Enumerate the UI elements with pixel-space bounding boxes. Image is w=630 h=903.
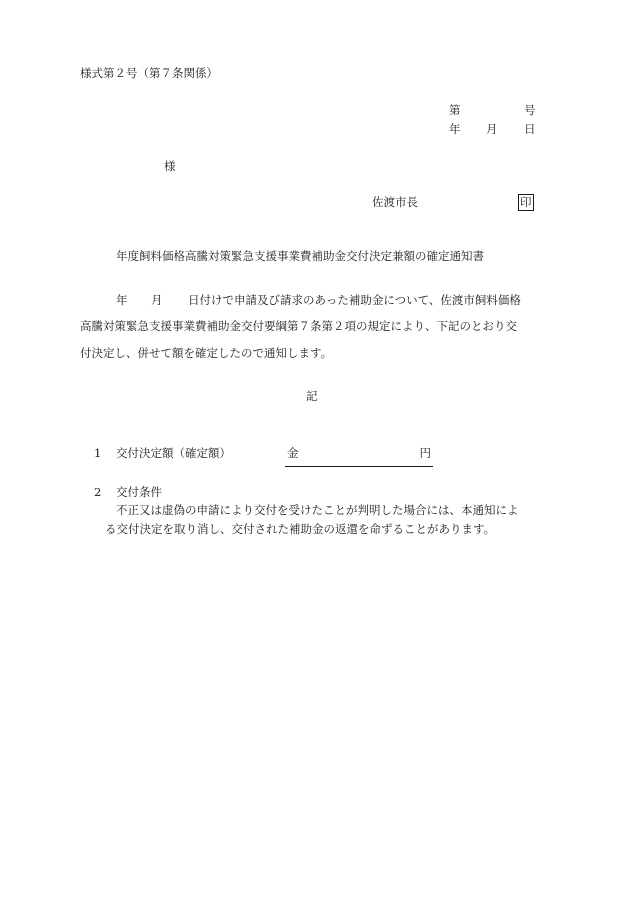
body-year-label: 年: [116, 293, 128, 307]
seal-stamp-box: 印: [520, 195, 532, 209]
amount-prefix: 金: [287, 446, 299, 460]
item-1-number: 1: [94, 446, 102, 460]
record-heading: 記: [306, 389, 318, 403]
amount-unit: 円: [419, 446, 431, 460]
body-line-3: 付決定し、併せて額を確定したので通知します。: [80, 346, 333, 360]
body-month-label: 月: [151, 293, 163, 307]
body-line-2: 高騰対策緊急支援事業費補助金交付要綱第７条第２項の規定により、下記のとおり交: [80, 319, 517, 333]
form-number: 様式第２号（第７条関係）: [80, 66, 218, 80]
item-2-label: 交付条件: [116, 485, 162, 499]
document-title: 年度飼料価格高騰対策緊急支援事業費補助金交付決定兼額の確定通知書: [116, 249, 484, 263]
addressee-honorific: 様: [164, 159, 176, 173]
body-line-1-text: 日付けで申請及び請求のあった補助金について、佐渡市飼料価格: [188, 293, 521, 307]
date-day-label: 日: [524, 122, 536, 136]
condition-line-2: る交付決定を取り消し、交付された補助金の返還を命ずることがあります。: [105, 522, 496, 536]
item-1-label: 交付決定額（確定額）: [116, 446, 231, 460]
condition-line-1: 不正又は虚偽の申請により交付を受けたことが判明した場合には、本通知によ: [116, 503, 519, 517]
amount-field: [285, 447, 433, 467]
doc-number-label: 第: [449, 103, 461, 117]
item-2-number: 2: [94, 485, 102, 499]
doc-number-suffix: 号: [524, 103, 536, 117]
date-year-label: 年: [449, 122, 461, 136]
sender-name: 佐渡市長: [372, 195, 418, 209]
date-month-label: 月: [486, 122, 498, 136]
body-line-1: [0, 294, 630, 310]
